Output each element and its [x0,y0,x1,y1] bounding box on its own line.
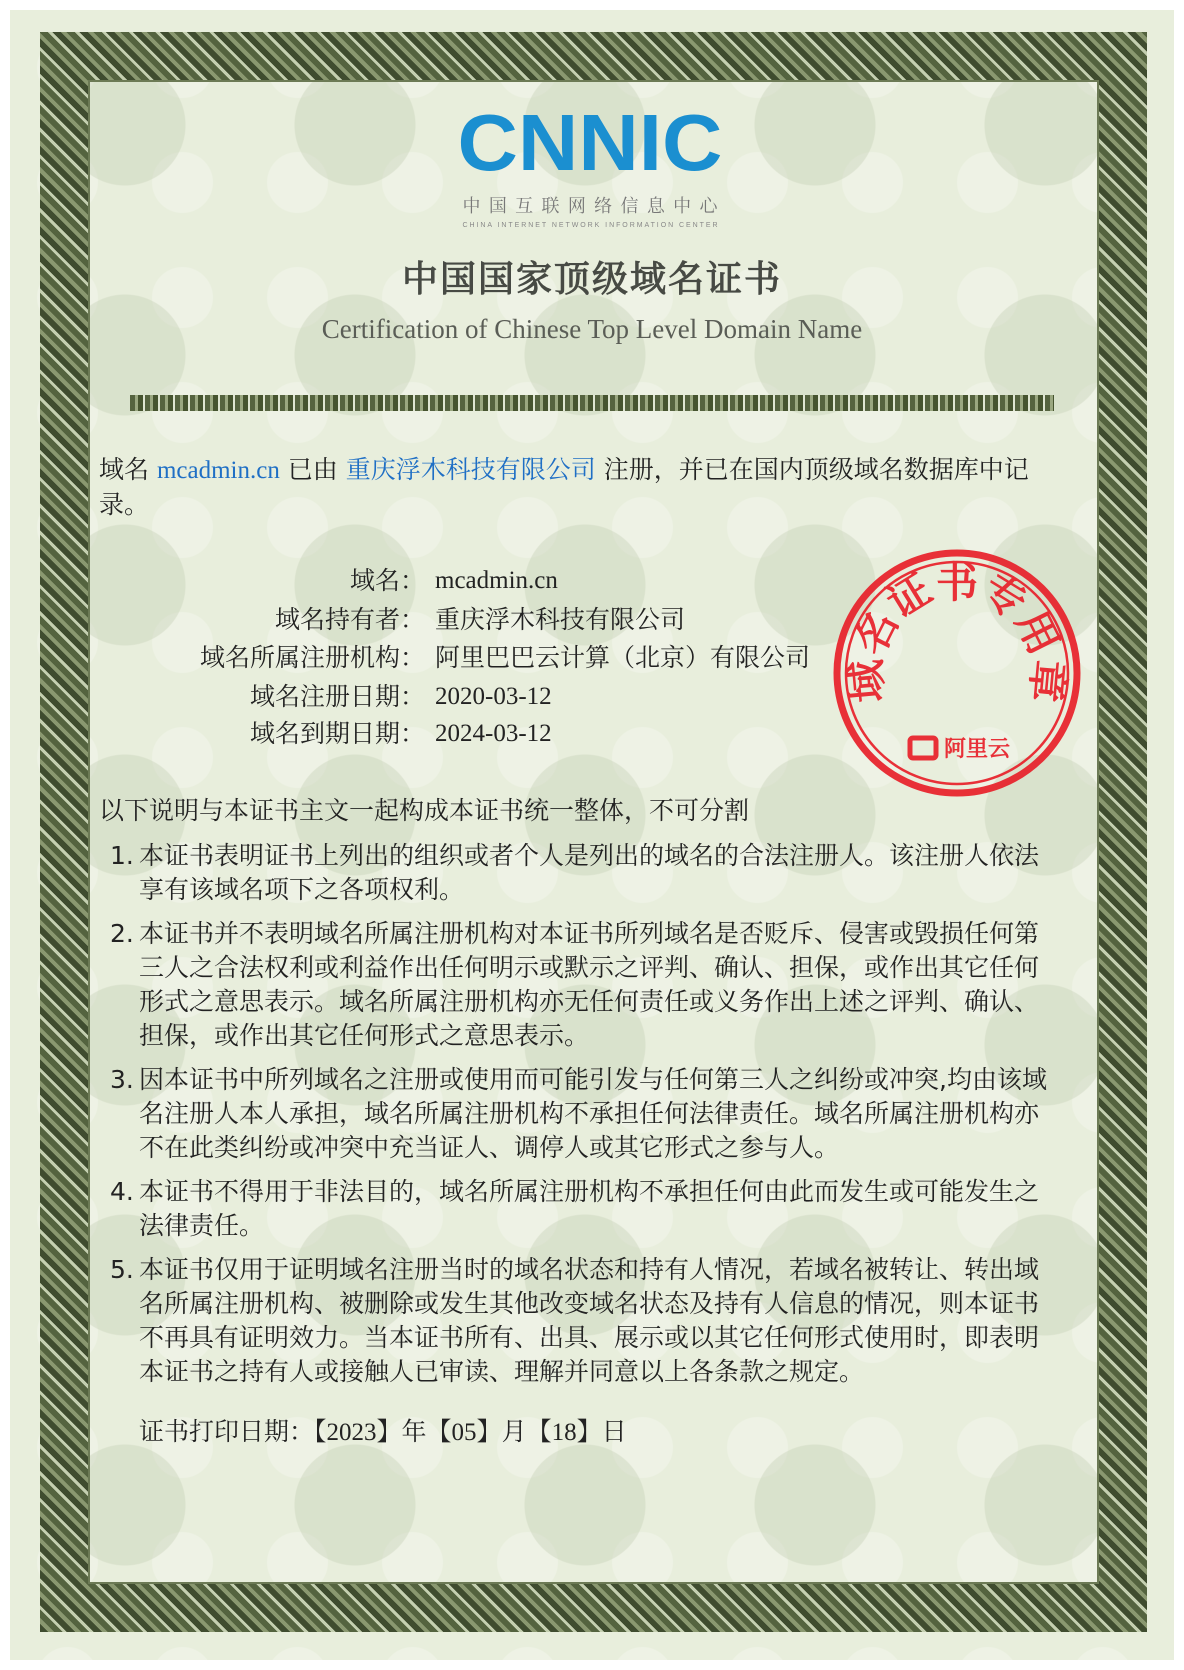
info-value: 2020-03-12 [435,683,552,710]
svg-text:域名证书专用章 [841,558,1074,704]
term-number: 3. [110,1065,134,1094]
intro-text: 注册，并已在国内顶级域名数据库中记 [595,455,1029,484]
term-line: 名所属注册机构、被删除或发生其他改变域名状态及持有人信息的情况，则本证书 [139,1289,1040,1318]
info-value: 重庆浮木科技有限公司 [435,605,686,634]
info-label: 域名所属注册机构： [199,643,425,672]
term-line: 不在此类纠纷或冲突中充当证人、调停人或其它形式之参与人。 [139,1133,840,1162]
info-value: 阿里巴巴云计算（北京）有限公司 [435,643,811,672]
seal-brand: 阿里云 [943,737,1011,762]
print-date [139,1415,627,1450]
day-unit: 日 [601,1417,627,1446]
print-month: 【05】 [426,1419,502,1446]
logo-en-name: CHINA INTERNET NETWORK INFORMATION CENTER [462,222,718,229]
official-seal [832,548,1082,798]
page-subtitle: Certification of Chinese Top Level Domain Name [321,314,863,344]
term-line: 享有该域名项下之各项权利。 [139,875,465,904]
intro-line-1 [99,453,1029,488]
term-line: 法律责任。 [139,1211,265,1240]
term-line: 本证书表明证书上列出的组织或者个人是列出的域名的合法注册人。该注册人依法 [139,841,1040,870]
term-line: 三人之合法权利或利益作出任何明示或默示之评判、确认、担保，或作出其它任何 [139,953,1040,982]
month-unit: 月 [501,1417,527,1446]
info-label: 域名到期日期： [249,719,425,748]
term-line: 担保，或作出其它任何形式之意思表示。 [139,1021,590,1050]
ornamental-divider [130,395,1054,411]
term-number: 1. [110,841,134,870]
intro-domain: mcadmin.cn [156,457,280,484]
term-line: 因本证书中所列域名之注册或使用而可能引发与任何第三人之纠纷或冲突,均由该域 [139,1065,1047,1094]
term-line: 本证书之持有人或接触人已审读、理解并同意以上各条款之规定。 [139,1357,865,1386]
cnnic-logo [440,100,740,232]
info-label: 域名： [349,566,425,595]
print-day: 【18】 [526,1419,602,1446]
term-line: 名注册人本人承担，域名所属注册机构不承担任何法律责任。域名所属注册机构亦 [139,1099,1040,1128]
info-value: mcadmin.cn [435,567,558,594]
notice-text: 以下说明与本证书主文一起构成本证书统一整体，不可分割 [99,796,750,825]
term-line: 本证书不得用于非法目的，域名所属注册机构不承担任何由此而发生或可能发生之 [139,1177,1040,1206]
print-year: 【2023】 [314,1419,402,1446]
logo-wordmark: CNNIC [457,100,723,187]
info-label: 域名注册日期： [249,682,425,711]
intro-text: 已由 [279,455,346,484]
page-title: 中国国家顶级域名证书 [401,259,782,300]
year-unit: 年 [401,1417,427,1446]
intro-line-2: 录。 [99,490,150,519]
term-line: 本证书并不表明域名所属注册机构对本证书所列域名是否贬斥、侵害或毁损任何第 [139,919,1040,948]
info-value: 2024-03-12 [435,720,552,747]
term-number: 4. [110,1177,134,1206]
term-line: 本证书仅用于证明域名注册当时的域名状态和持有人情况，若域名被转让、转出域 [139,1255,1040,1284]
print-date-label: 证书打印日期： [139,1417,315,1446]
logo-cn-name: 中国互联网络信息中心 [462,196,718,217]
intro-holder: 重庆浮木科技有限公司 [345,455,596,484]
aliyun-logo-icon [910,738,936,758]
term-line: 形式之意思表示。域名所属注册机构亦无任何责任或义务作出上述之评判、确认、 [139,987,1040,1016]
term-number: 5. [110,1255,134,1284]
intro-text: 域名 [99,455,157,484]
term-line: 不再具有证明效力。当本证书所有、出具、展示或以其它任何形式使用时，即表明 [139,1323,1040,1352]
term-number: 2. [110,919,134,948]
seal-text: 域名证书专用章 [840,557,1074,705]
info-label: 域名持有者： [274,605,425,634]
